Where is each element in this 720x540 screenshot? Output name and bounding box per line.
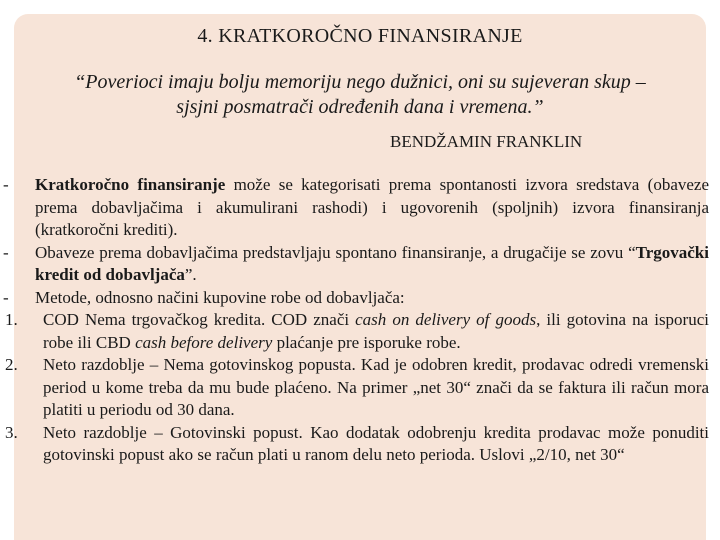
item-text: Obaveze prema dobavljačima predstavljaju spontano finansiranje, a drugačije se zovu “: [35, 242, 636, 262]
list-marker: -: [3, 287, 9, 307]
slide-title: 4. KRATKOROČNO FINANSIRANJE: [197, 25, 523, 47]
item-text: Neto razdoblje – Gotovinski popust. Kao dodatak odobrenju kredita prodavac može ponuditi gotovinski popust ako se račun plati u ranom delu neto perioda. Uslovi „2/10, net 30“: [43, 422, 709, 464]
quote-author: BENDŽAMIN FRANKLIN: [390, 132, 583, 151]
list-marker: -: [3, 175, 9, 194]
item-text: može se kategorisati prema spontanosti izvora sredstava (obaveze prema dobavljačima i akumulirani rashodi) i ugovorenih (spoljnih) izvora finansiranja (kratkoročni krediti).: [35, 175, 709, 239]
list-item: [0, 422, 720, 467]
quote: [30, 70, 690, 120]
quote-line-2: sjsjni posmatrači određenih dana i vremena.”: [176, 96, 544, 118]
list-item: [0, 309, 720, 354]
list-marker: 2.: [5, 355, 18, 374]
term-italic: cash on delivery of goods: [355, 310, 537, 329]
item-text: , ili gotovina na isporuci robe ili CBD: [43, 310, 709, 352]
bullet-list: [0, 174, 720, 467]
list-item: [0, 354, 720, 422]
item-text: Metode, odnosno načini kupovine robe od dobavljača:: [35, 287, 405, 307]
list-marker: 1.: [5, 310, 18, 329]
item-text: COD Nema trgovačkog kredita. COD znači: [43, 310, 356, 329]
list-marker: 3.: [5, 422, 18, 442]
list-item: [0, 287, 720, 310]
term-italic: cash before delivery: [135, 332, 273, 352]
item-text: Neto razdoblje – Nema gotovinskog popusta. Kad je odobren kredit, prodavac odredi vremenski period u kome treba da mu bude plaćeno. Na primer „net 30“ znači da se faktura ili račun mora platiti u periodu od 30 dana.: [43, 355, 709, 419]
term-bold: Trgovački kredit od dobavljača: [35, 242, 709, 284]
item-text: ”.: [184, 265, 197, 284]
quote-line-1: “Poverioci imaju bolju memoriju nego dužnici, oni su sujeveran skup –: [74, 71, 646, 93]
item-text: plaćanje pre isporuke robe.: [272, 332, 461, 352]
list-item: [0, 242, 720, 287]
list-marker: -: [3, 242, 9, 262]
list-item: [0, 174, 720, 242]
term-bold: Kratkoročno finansiranje: [35, 175, 226, 194]
